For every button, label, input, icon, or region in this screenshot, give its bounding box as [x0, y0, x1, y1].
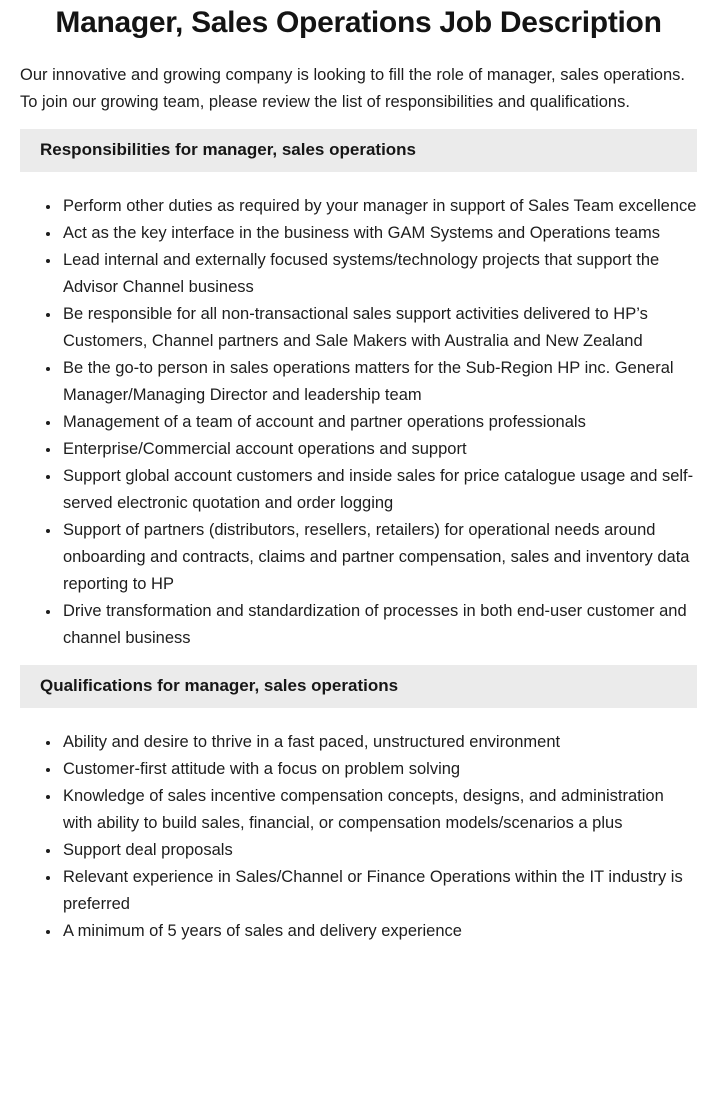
page-title: Manager, Sales Operations Job Description — [55, 6, 662, 39]
list-item: • Lead internal and externally focused systems/technology projects that support the Advisor Channel business — [61, 247, 697, 301]
list-item: • Be responsible for all non-transactional sales support activities delivered to HP’s Customers, Channel partners and Sale Makers with Australia and New Zealand — [61, 301, 697, 355]
intro-paragraph: Our innovative and growing company is looking to fill the role of manager, sales operations. To join our growing team, please review the list of responsibilities and qualifications. — [20, 66, 685, 111]
list-item: • Customer-first attitude with a focus on problem solving — [61, 756, 697, 783]
list-item: • Drive transformation and standardization of processes in both end-user customer and channel business — [61, 598, 697, 652]
responsibilities-list — [20, 193, 697, 652]
list-item: • Support of partners (distributors, resellers, retailers) for operational needs around onboarding and contracts, claims and partner compensation, sales and inventory data reporting to HP — [61, 517, 697, 598]
responsibilities-section — [20, 129, 697, 652]
list-item: • Be the go-to person in sales operations matters for the Sub-Region HP inc. General Manager/Managing Director and leadership team — [61, 355, 697, 409]
list-item: • Support deal proposals — [61, 837, 697, 864]
list-item: • Knowledge of sales incentive compensation concepts, designs, and administration with ability to build sales, financial, or compensation models/scenarios a plus — [61, 783, 697, 837]
list-item: • Ability and desire to thrive in a fast paced, unstructured environment — [61, 729, 697, 756]
list-item: • Perform other duties as required by your manager in support of Sales Team excellence — [61, 193, 697, 220]
list-item: • Relevant experience in Sales/Channel or Finance Operations within the IT industry is preferred — [61, 864, 697, 918]
qualifications-list — [20, 729, 697, 945]
qualifications-section — [20, 665, 697, 945]
list-item: • A minimum of 5 years of sales and delivery experience — [61, 918, 697, 945]
list-item: • Enterprise/Commercial account operations and support — [61, 436, 697, 463]
list-item: • Act as the key interface in the business with GAM Systems and Operations teams — [61, 220, 697, 247]
list-item: • Support global account customers and inside sales for price catalogue usage and self-served electronic quotation and order logging — [61, 463, 697, 517]
responsibilities-section-heading: Responsibilities for manager, sales operations — [20, 129, 697, 172]
qualifications-section-heading: Qualifications for manager, sales operations — [20, 665, 697, 708]
list-item: • Management of a team of account and partner operations professionals — [61, 409, 697, 436]
